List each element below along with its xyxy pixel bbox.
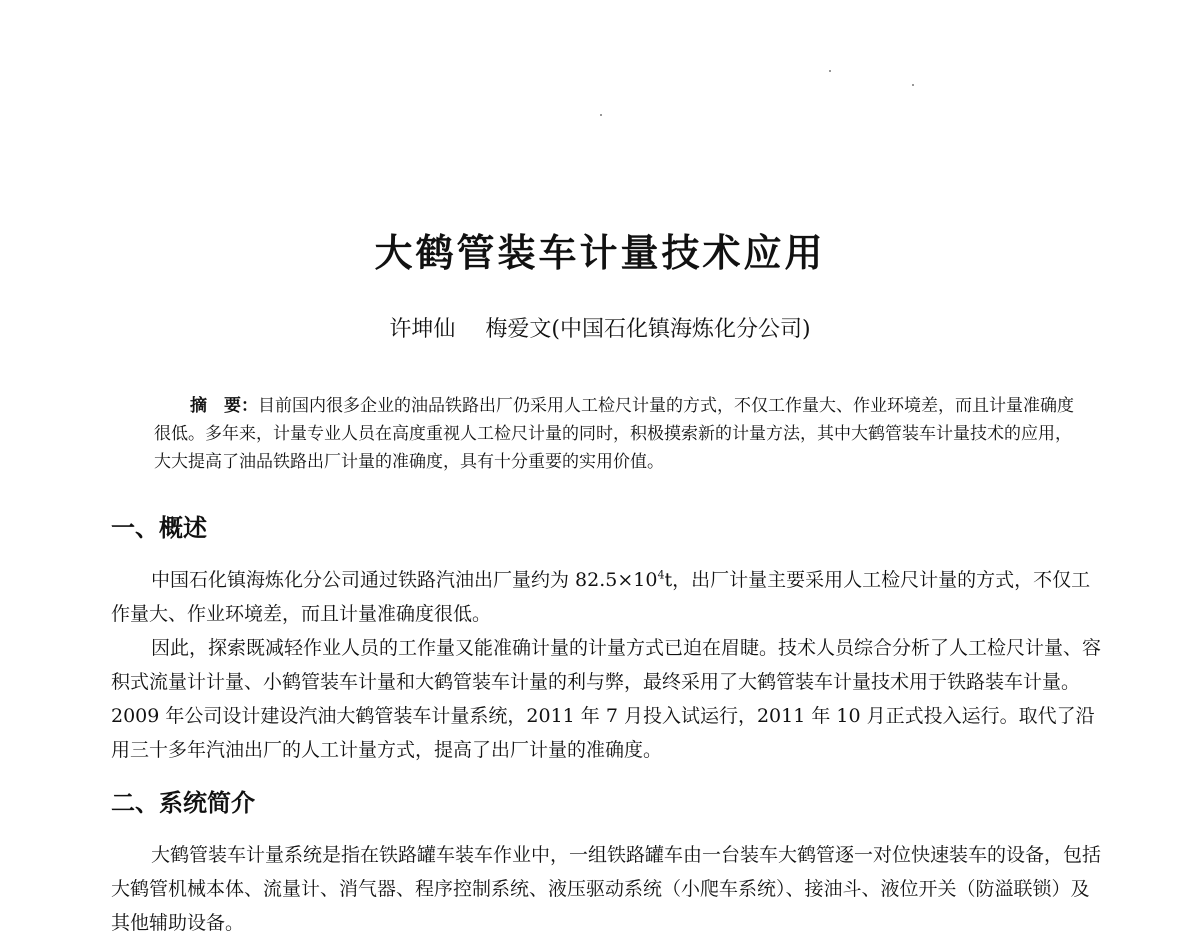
abstract	[154, 392, 1074, 476]
abstract-label: 摘 要：	[190, 396, 258, 416]
author-affiliation: (中国石化镇海炼化分公司)	[551, 317, 811, 342]
article-title: 大鹤管装车计量技术应用	[374, 231, 826, 275]
author-name: 梅爱文	[485, 317, 552, 342]
section-body	[111, 838, 1107, 940]
scan-speck	[912, 84, 914, 86]
section-heading: 一、概述	[111, 514, 207, 542]
paragraph-text: 中国石化镇海炼化分公司通过铁路汽油出厂量约为 82.5×10	[151, 569, 658, 591]
paragraph: 大鹤管装车计量系统是指在铁路罐车装车作业中，一组铁路罐车由一台装车大鹤管逐一对位快速装车的设备，包括大鹤管机械本体、流量计、消气器、程序控制系统、液压驱动系统（小爬车系统）、接油斗、液位开关（防溢联锁）及其他辅助设备。	[111, 844, 1102, 934]
author-name: 许坤仙	[389, 317, 456, 342]
paragraph: 因此，探索既减轻作业人员的工作量又能准确计量的计量方式已迫在眉睫。技术人员综合分析了人工检尺计量、容积式流量计计量、小鹤管装车计量和大鹤管装车计量的利与弊，最终采用了大鹤管装车计量技术用于铁路装车计量。2009 年公司设计建设汽油大鹤管装车计量系统，2011 年 7 月投入试运行，2011 年 10 月正式投入运行。取代了沿用三十多年汽油出厂的人工计量方式，提高了出厂计量的准确度。	[111, 637, 1102, 761]
paragraph-text: t，出厂计量主要采用人工检尺计量的方式，不仅工作量大、作业环境差，而且计量准确度很低。	[111, 569, 1091, 625]
section-heading: 二、系统简介	[111, 789, 255, 817]
author-line	[0, 313, 1200, 347]
scan-speck	[829, 70, 831, 72]
paragraph	[111, 563, 1107, 631]
section-body	[111, 563, 1107, 767]
abstract-text: 目前国内很多企业的油品铁路出厂仍采用人工检尺计量的方式，不仅工作量大、作业环境差，而且计量准确度很低。多年来，计量专业人员在高度重视人工检尺计量的同时，积极摸索新的计量方法，其中大鹤管装车计量技术的应用，大大提高了油品铁路出厂计量的准确度，具有十分重要的实用价值。	[154, 396, 1074, 472]
scan-speck	[600, 114, 602, 116]
superscript: 4	[657, 568, 665, 582]
